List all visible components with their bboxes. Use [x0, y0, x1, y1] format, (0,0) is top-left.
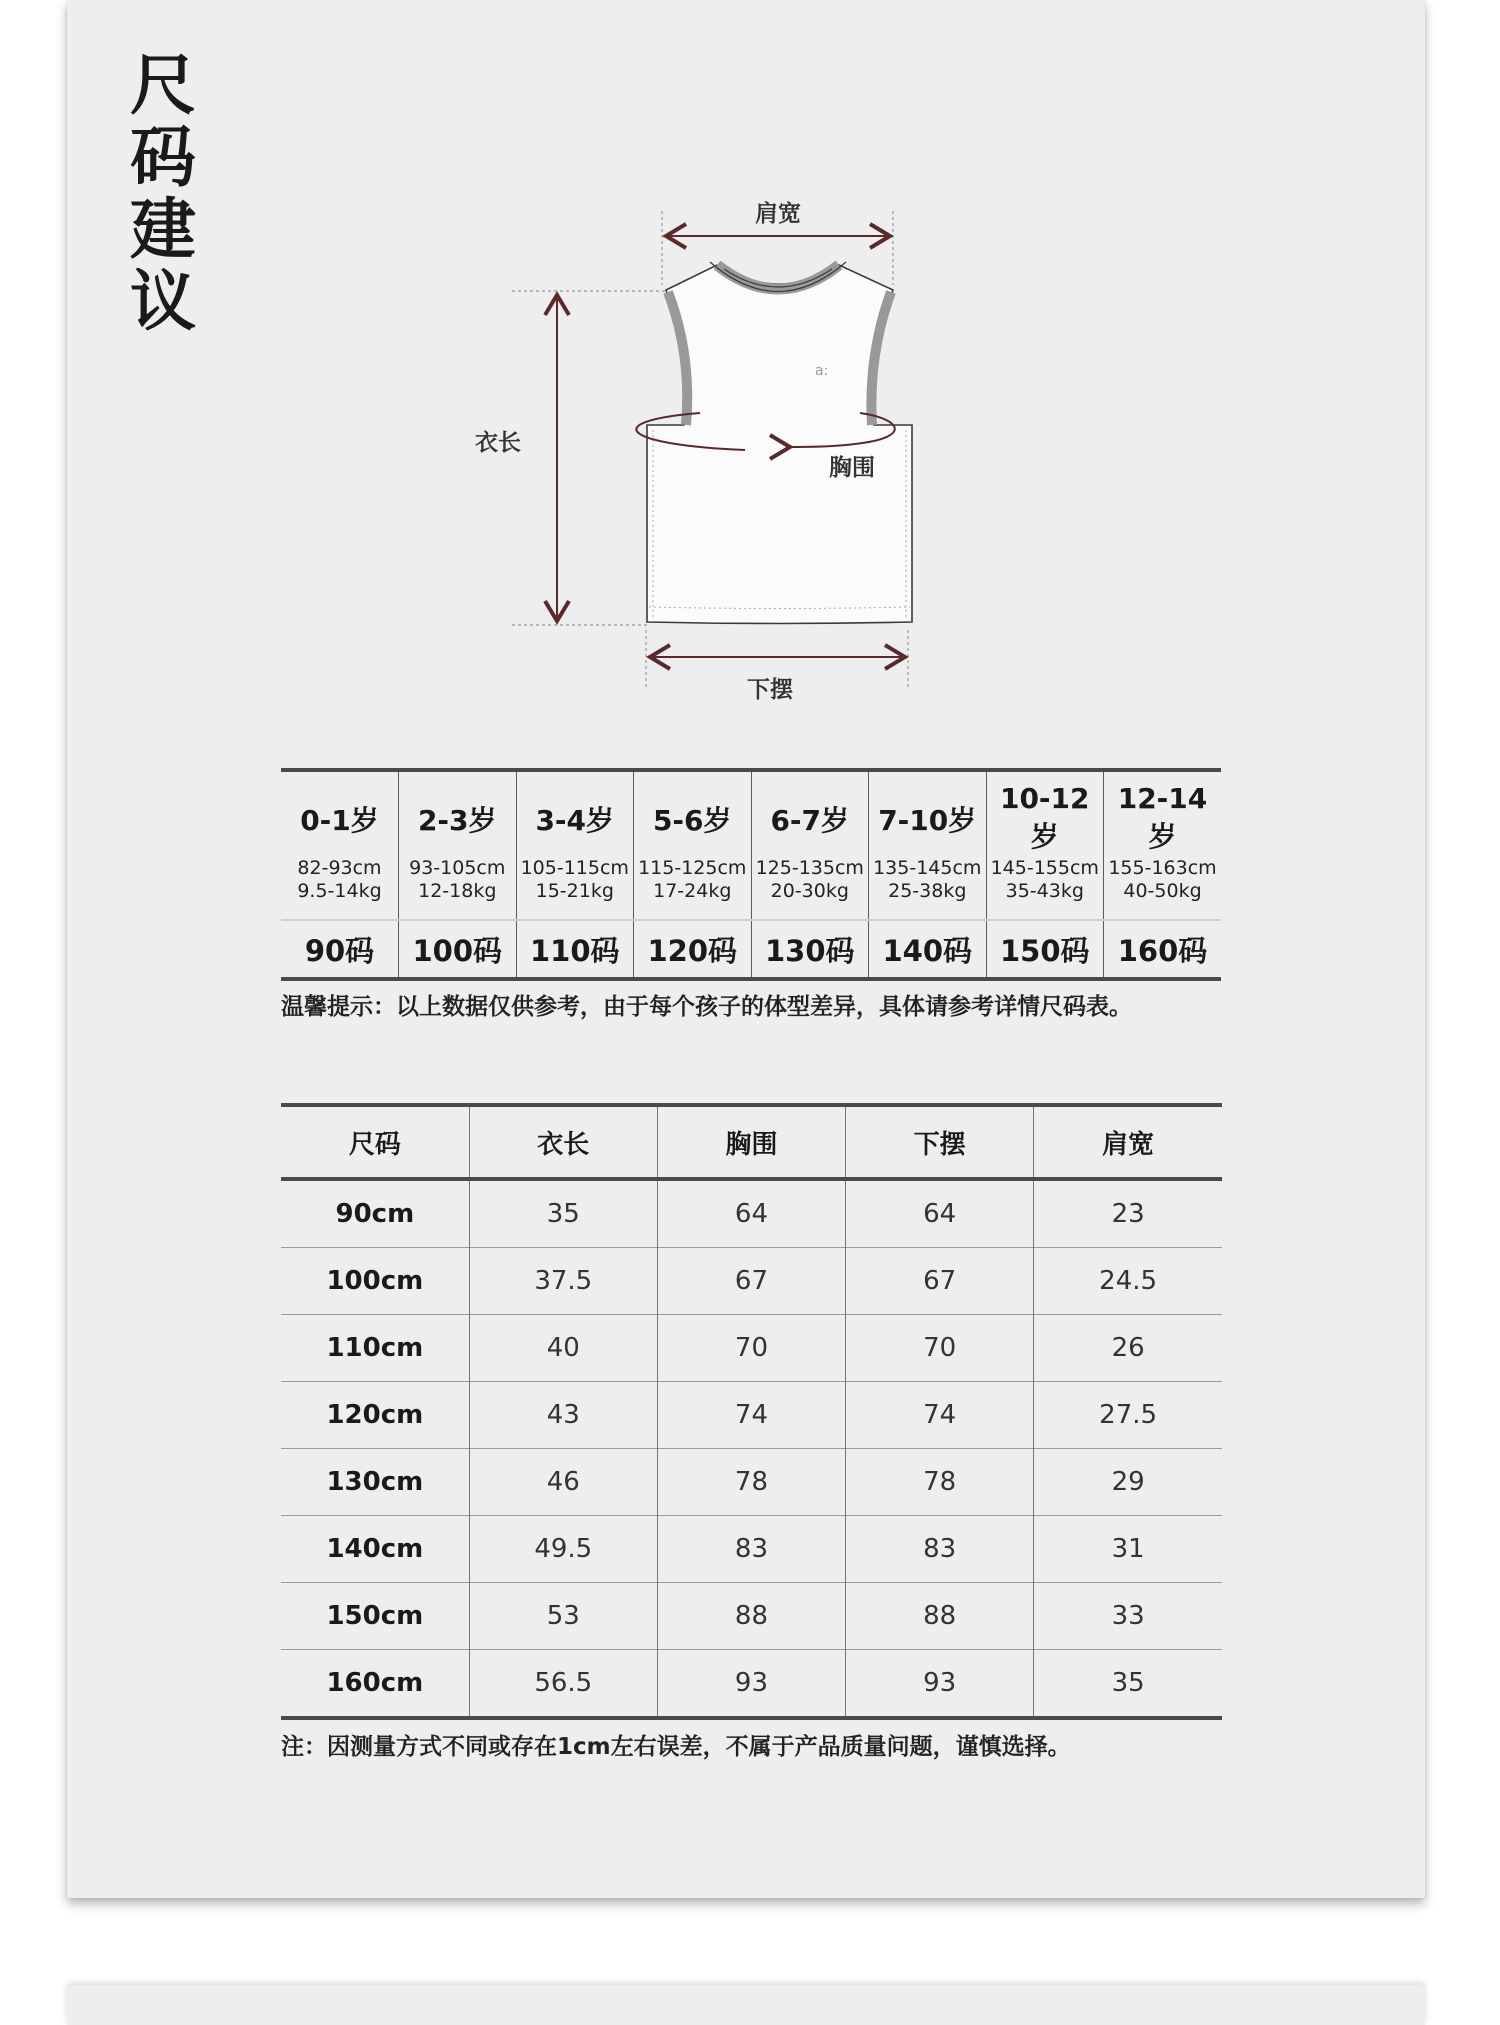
hem-cell: 70 [846, 1315, 1034, 1382]
hem-cell: 93 [846, 1650, 1034, 1719]
shoulder-cell: 33 [1034, 1583, 1222, 1650]
size-cell: 140cm [281, 1516, 469, 1583]
height-range: 82-93cm [297, 857, 382, 879]
hem-cell: 64 [846, 1179, 1034, 1248]
measurement-table-body [281, 1179, 1222, 1718]
size-cell: 100cm [281, 1248, 469, 1315]
shoulder-cell: 35 [1034, 1650, 1222, 1719]
size-cell: 130cm [281, 1449, 469, 1516]
header-chest: 胸围 [657, 1105, 845, 1179]
vest-diagram [440, 185, 1040, 725]
chest-label: 胸围 [829, 455, 875, 481]
height-range: 125-135cm [755, 857, 864, 879]
table-row [281, 1382, 1222, 1449]
chest-cell: 74 [657, 1382, 845, 1449]
size-cell: 150cm [281, 1583, 469, 1650]
weight-range: 15-21kg [535, 880, 614, 902]
length-cell: 49.5 [469, 1516, 657, 1583]
height-range: 145-155cm [990, 857, 1099, 879]
table-row [281, 1449, 1222, 1516]
length-cell: 35 [469, 1179, 657, 1248]
height-range: 93-105cm [409, 857, 506, 879]
age-row [281, 770, 1221, 855]
table-row [281, 1516, 1222, 1583]
weight-range: 25-38kg [888, 880, 967, 902]
table-row [281, 1315, 1222, 1382]
size-code-cell: 130码 [751, 920, 869, 979]
chest-cell: 70 [657, 1315, 845, 1382]
length-cell: 46 [469, 1449, 657, 1516]
length-cell: 53 [469, 1583, 657, 1650]
size-code-cell: 150码 [986, 920, 1104, 979]
size-cell: 160cm [281, 1650, 469, 1719]
height-weight-cell [516, 855, 634, 920]
title-char: 尺 [130, 47, 196, 124]
shoulder-cell: 24.5 [1034, 1248, 1222, 1315]
chest-cell: 93 [657, 1650, 845, 1719]
tip-text: 温馨提示：以上数据仅供参考，由于每个孩子的体型差异，具体请参考详情尺码表。 [281, 994, 1132, 1020]
age-cell: 6-7岁 [751, 770, 869, 855]
page-title [118, 47, 208, 340]
table-row [281, 1650, 1222, 1719]
length-cell: 37.5 [469, 1248, 657, 1315]
hem-cell: 88 [846, 1583, 1034, 1650]
title-char: 建 [130, 191, 196, 268]
hem-cell: 67 [846, 1248, 1034, 1315]
weight-range: 35-43kg [1005, 880, 1084, 902]
size-code-cell: 90码 [304, 933, 375, 968]
hem-cell: 78 [846, 1449, 1034, 1516]
length-label: 衣长 [475, 430, 521, 456]
size-cell: 120cm [281, 1382, 469, 1449]
size-cell: 90cm [335, 1199, 415, 1229]
header-length: 衣长 [469, 1105, 657, 1179]
height-range: 105-115cm [520, 857, 629, 879]
shoulder-label: 肩宽 [755, 201, 801, 227]
age-cell: 7-10岁 [869, 770, 987, 855]
age-cell: 10-12岁 [986, 770, 1104, 855]
weight-range: 17-24kg [653, 880, 732, 902]
header-shoulder: 肩宽 [1034, 1105, 1222, 1179]
shoulder-cell: 27.5 [1034, 1382, 1222, 1449]
chest-cell: 83 [657, 1516, 845, 1583]
height-weight-cell [634, 855, 752, 920]
height-weight-cell [1104, 855, 1222, 920]
height-range: 115-125cm [638, 857, 747, 879]
chest-cell: 88 [657, 1583, 845, 1650]
height-weight-row [281, 855, 1221, 920]
brand-logo: a: [815, 363, 829, 379]
height-weight-cell [281, 855, 399, 920]
height-range: 155-163cm [1108, 857, 1217, 879]
disclaimer-note: 注：因测量方式不同或存在1cm左右误差，不属于产品质量问题，谨慎选择。 [281, 1734, 1071, 1760]
height-range: 135-145cm [873, 857, 982, 879]
hem-cell: 83 [846, 1516, 1034, 1583]
table-header-row [281, 1105, 1222, 1179]
shoulder-cell: 23 [1034, 1179, 1222, 1248]
chest-cell: 67 [657, 1248, 845, 1315]
length-cell: 40 [469, 1315, 657, 1382]
age-cell: 2-3岁 [399, 770, 517, 855]
size-code-cell: 140码 [869, 920, 987, 979]
height-weight-cell [869, 855, 987, 920]
hem-cell: 74 [846, 1382, 1034, 1449]
weight-range: 9.5-14kg [297, 880, 382, 902]
header-size: 尺码 [281, 1105, 469, 1179]
size-code-cell: 100码 [399, 920, 517, 979]
length-cell: 43 [469, 1382, 657, 1449]
weight-range: 20-30kg [770, 880, 849, 902]
age-cell: 3-4岁 [516, 770, 634, 855]
weight-range: 40-50kg [1123, 880, 1202, 902]
vest-body [647, 265, 912, 624]
size-code-cell: 110码 [516, 920, 634, 979]
chest-cell: 64 [657, 1179, 845, 1248]
hem-label: 下摆 [747, 677, 793, 703]
chest-cell: 78 [657, 1449, 845, 1516]
header-hem: 下摆 [846, 1105, 1034, 1179]
weight-range: 12-18kg [418, 880, 497, 902]
length-cell: 56.5 [469, 1650, 657, 1719]
size-cell: 110cm [281, 1315, 469, 1382]
height-weight-cell [399, 855, 517, 920]
shoulder-cell: 29 [1034, 1449, 1222, 1516]
table-row [281, 1583, 1222, 1650]
next-card-edge [67, 1985, 1425, 2025]
shoulder-cell: 31 [1034, 1516, 1222, 1583]
title-char: 议 [130, 263, 196, 340]
size-code-row [281, 920, 1221, 979]
shoulder-cell: 26 [1034, 1315, 1222, 1382]
height-weight-cell [751, 855, 869, 920]
table-row [281, 1179, 1222, 1248]
age-cell: 0-1岁 [300, 803, 379, 837]
size-code-cell: 160码 [1104, 920, 1222, 979]
age-cell: 12-14岁 [1104, 770, 1222, 855]
measurement-table [281, 1103, 1222, 1720]
age-cell: 5-6岁 [634, 770, 752, 855]
size-code-cell: 120码 [634, 920, 752, 979]
age-size-table [281, 768, 1221, 981]
height-weight-cell [986, 855, 1104, 920]
title-char: 码 [130, 119, 196, 196]
table-row [281, 1248, 1222, 1315]
